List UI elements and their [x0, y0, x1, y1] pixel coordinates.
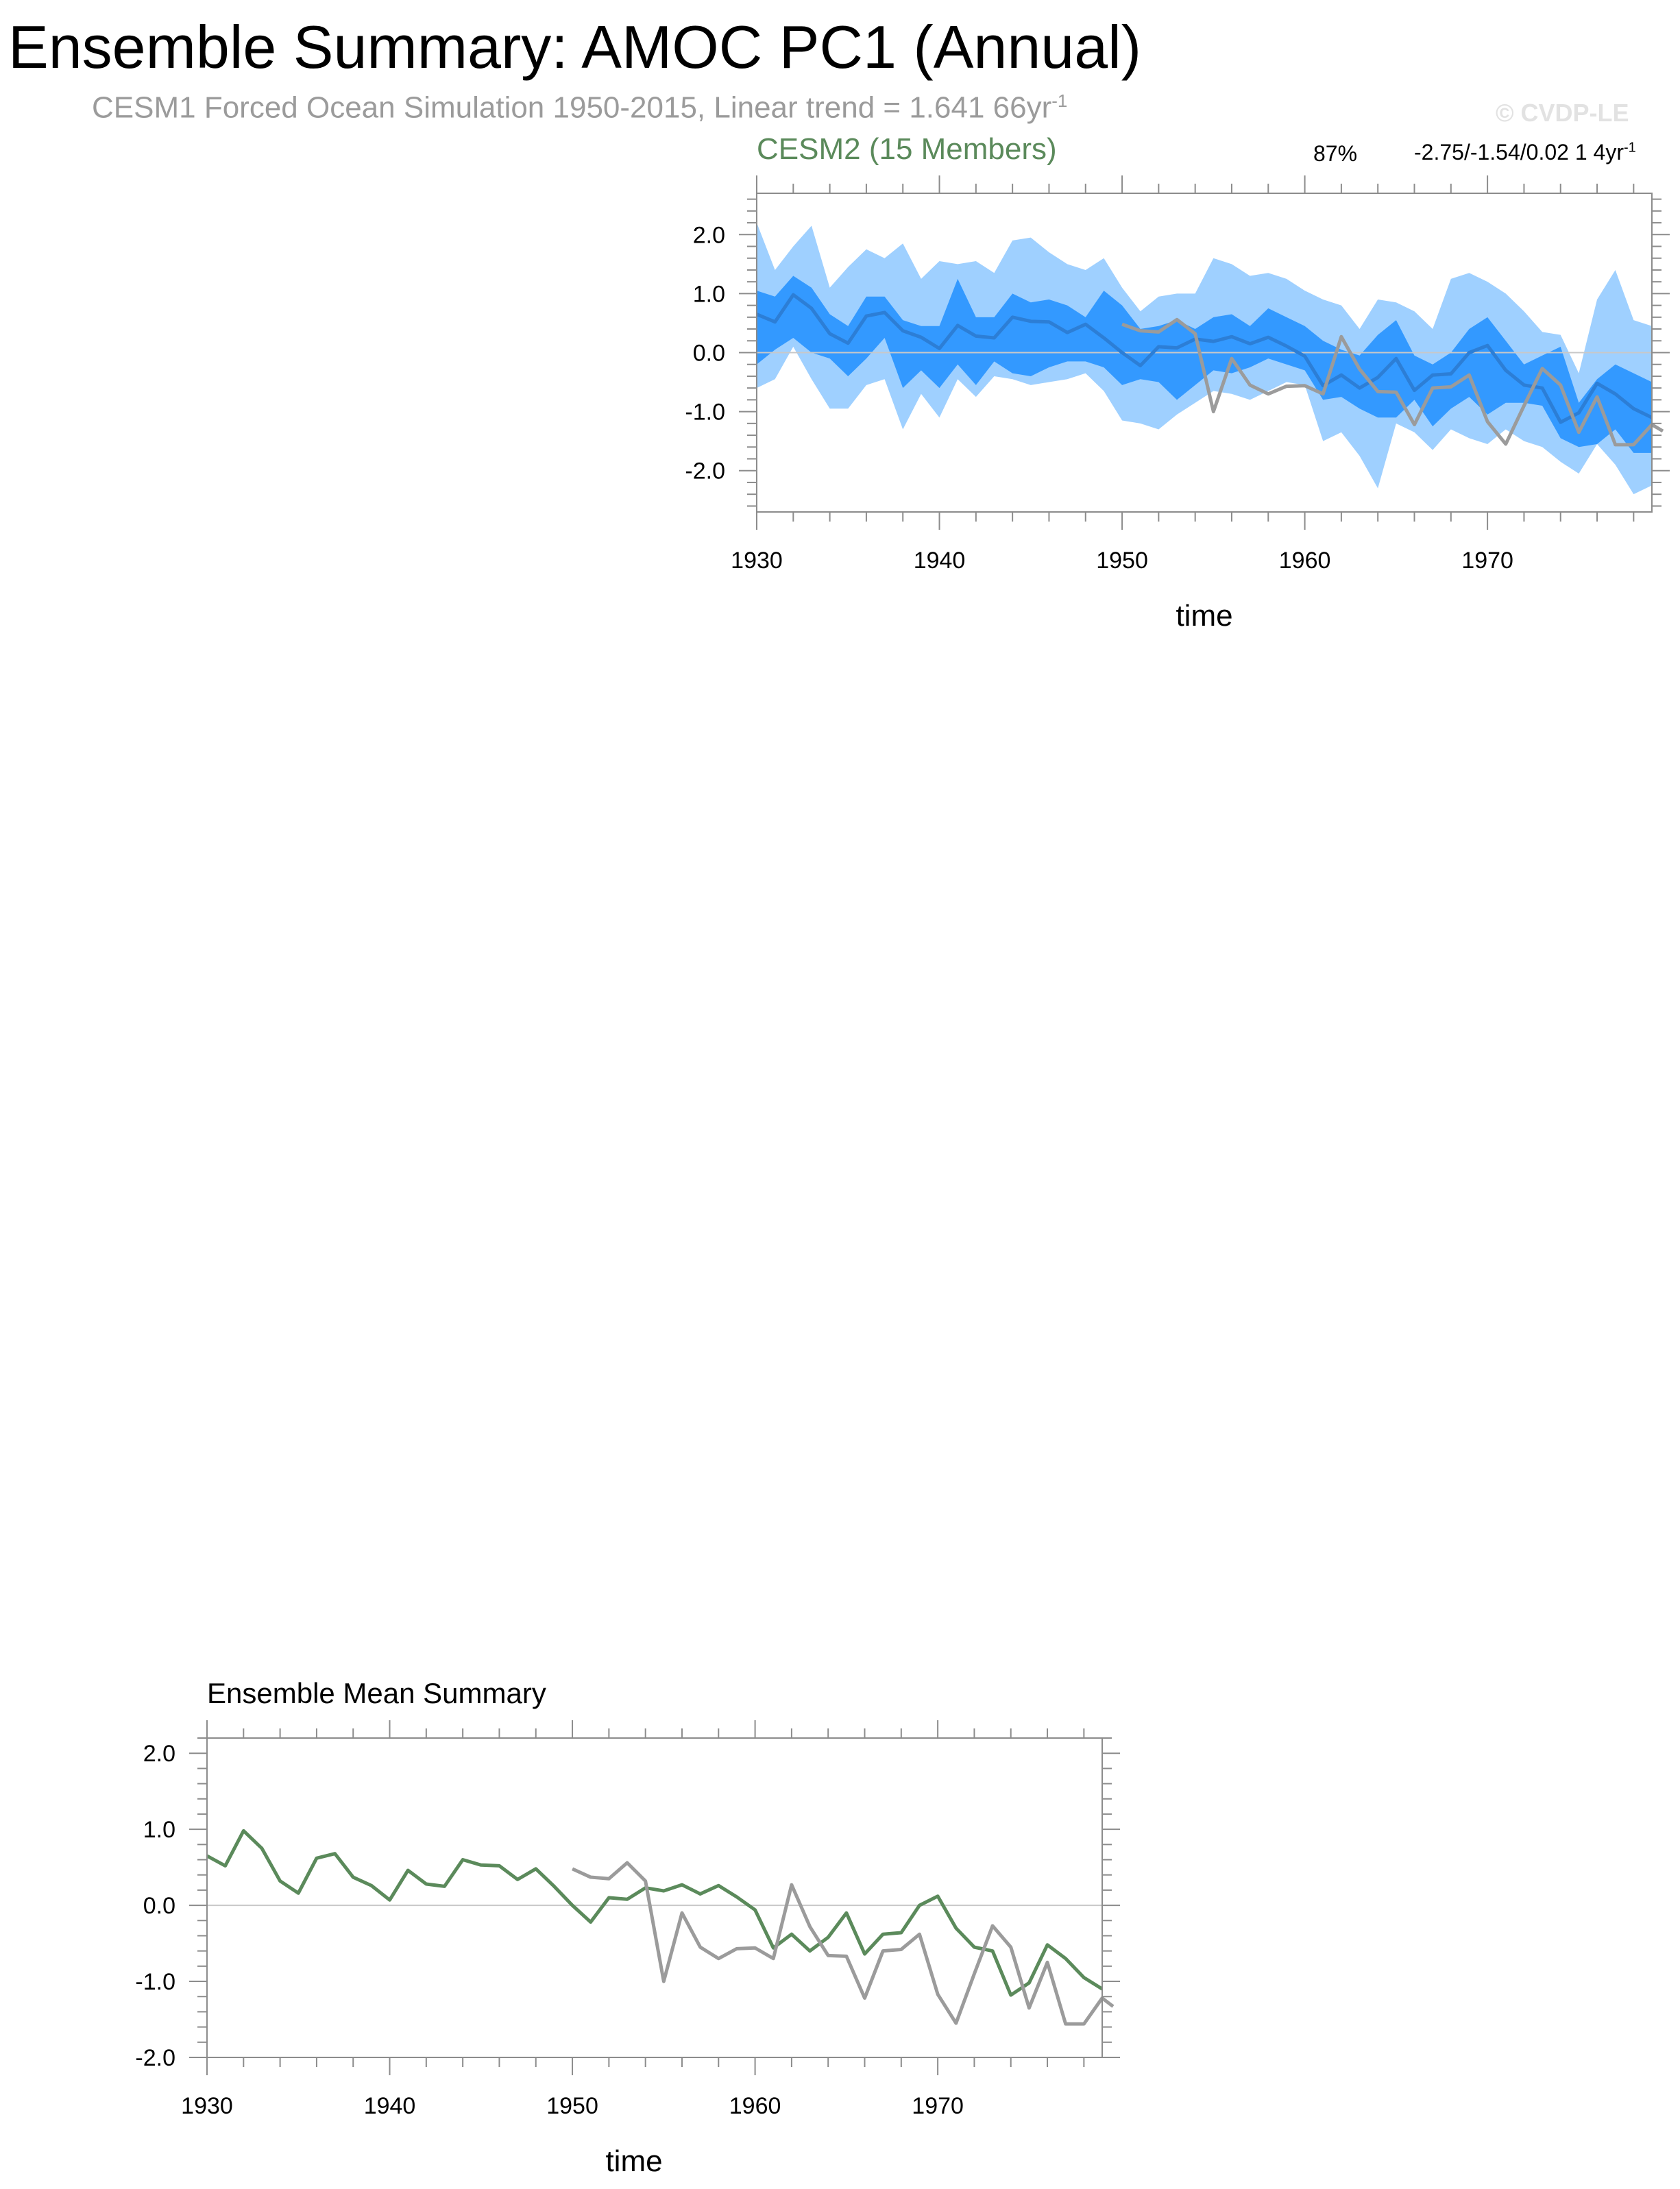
ensemble-mean-line: [207, 1831, 1102, 1995]
y-tick-label: 1.0: [143, 1817, 175, 1844]
panel1-title: CESM2 (15 Members): [757, 132, 1057, 166]
y-tick-label: 0.0: [692, 340, 725, 367]
subtitle-text: CESM1 Forced Ocean Simulation 1950-2015, Linear trend = 1.641 66yr: [92, 90, 1052, 125]
x-tick-label: 1950: [1096, 548, 1148, 574]
y-tick-label: -1.0: [135, 1969, 175, 1996]
y-tick-label: 2.0: [143, 1741, 175, 1768]
x-tick-label: 1930: [181, 2093, 233, 2119]
x-tick-label: 1960: [1278, 548, 1331, 574]
panel2-title: Ensemble Mean Summary: [207, 1677, 546, 1709]
y-tick-label: 1.0: [692, 281, 725, 308]
y-tick-label: -2.0: [685, 458, 725, 485]
y-tick-label: -1.0: [685, 399, 725, 426]
y-tick-label: 0.0: [143, 1893, 175, 1920]
x-tick-label: 1940: [913, 548, 966, 574]
x-tick-label: 1960: [729, 2093, 781, 2119]
panel1-stats-text: -2.75/-1.54/0.02 1 4yr: [1414, 140, 1624, 164]
x-tick-label: 1970: [912, 2093, 964, 2119]
x-tick-label: 1950: [546, 2093, 598, 2119]
y-tick-label: -2.0: [135, 2045, 175, 2071]
x-tick-label: 1940: [363, 2093, 416, 2119]
y-tick-label: 2.0: [692, 222, 725, 249]
page-title: Ensemble Summary: AMOC PC1 (Annual): [8, 13, 1142, 81]
x-axis-label: time: [1176, 599, 1233, 633]
subtitle-superscript: -1: [1051, 90, 1068, 111]
observations-line: [572, 1863, 1113, 2024]
panel1-stats-superscript: -1: [1623, 140, 1636, 156]
x-tick-label: 1930: [731, 548, 783, 574]
copyright-label: © CVDP-LE: [1496, 99, 1629, 127]
plot-frame: [207, 1738, 1102, 2057]
panel1-percent-label: 87%: [1313, 141, 1358, 166]
x-tick-label: 1970: [1461, 548, 1513, 574]
x-axis-label: time: [605, 2144, 663, 2178]
